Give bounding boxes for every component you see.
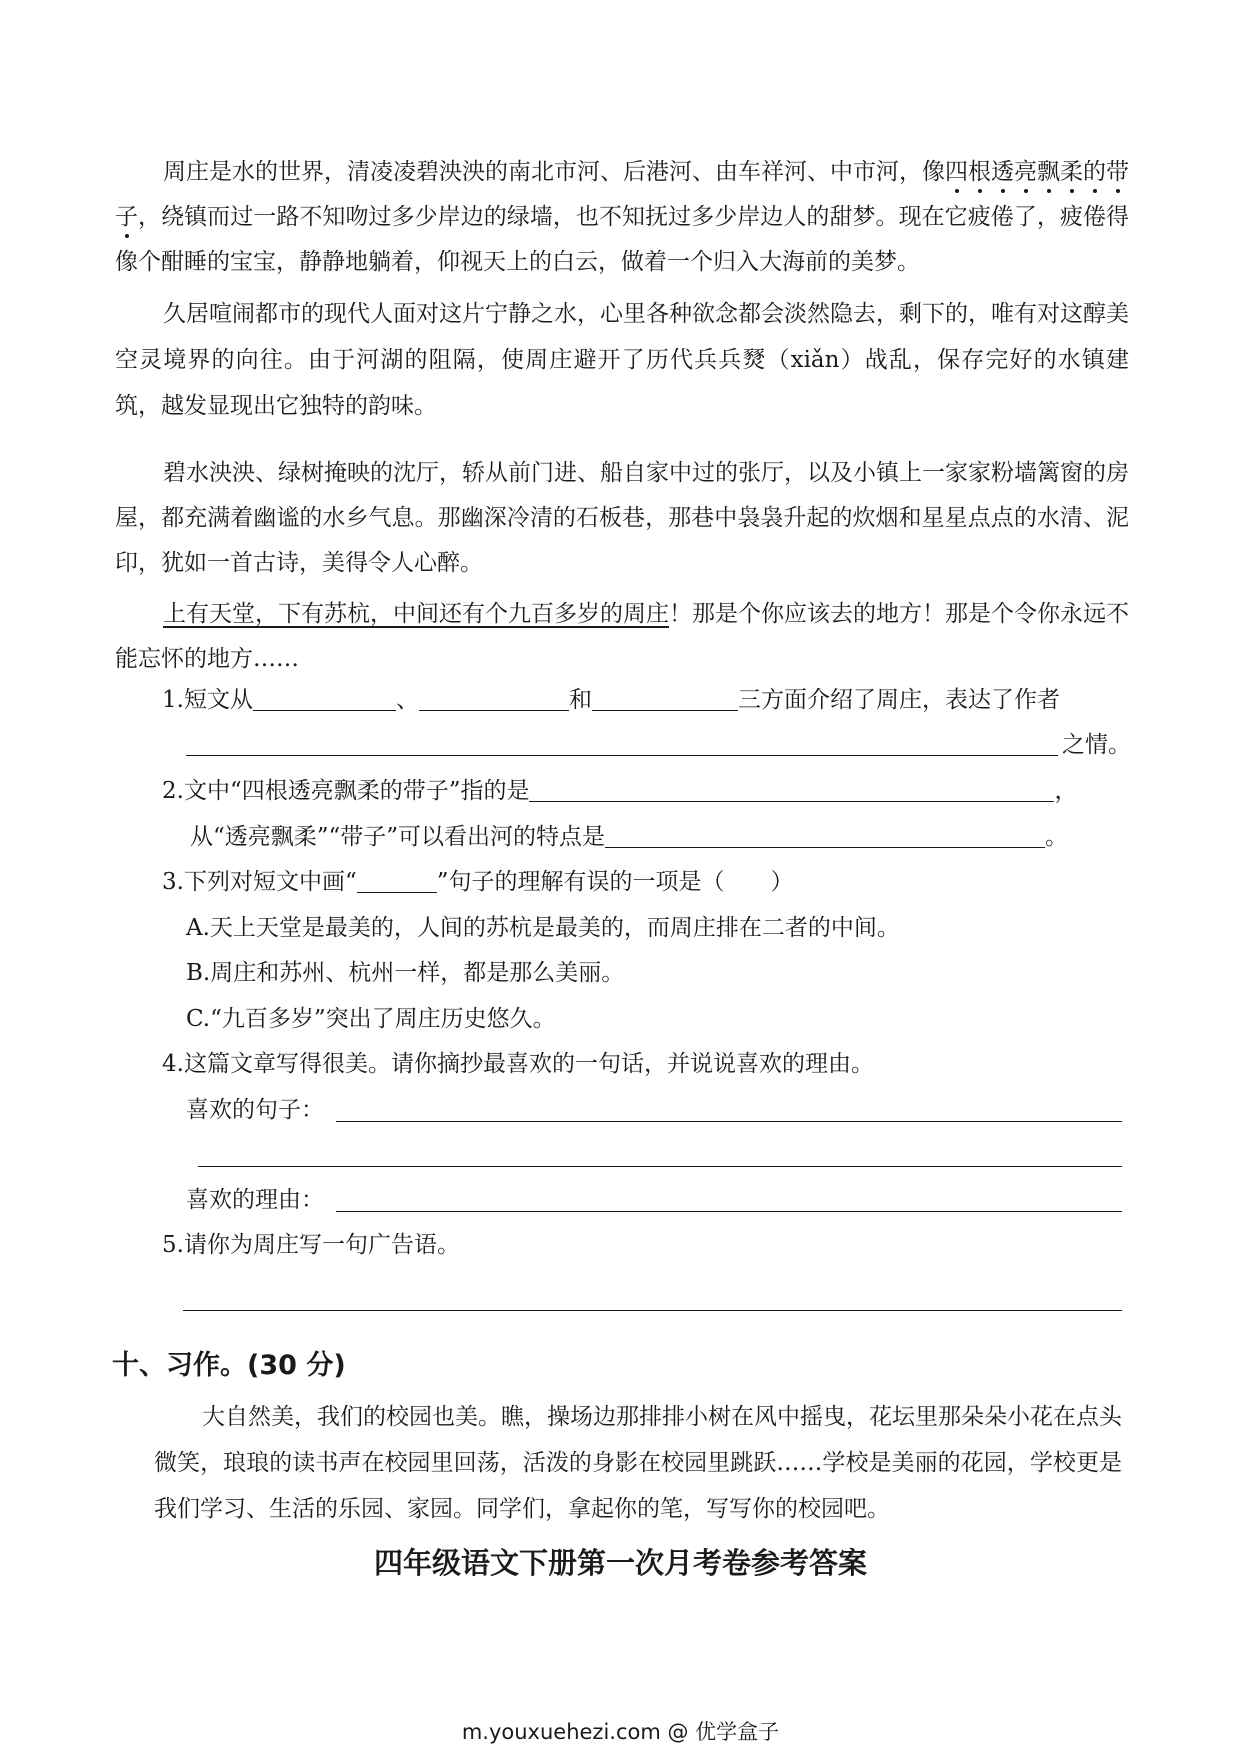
underlined-sentence: 上有天堂，下有苏杭，中间还有个九百多岁的周庄 xyxy=(163,601,669,627)
q2-stem: 2.文中“四根透亮飘柔的带子”指的是 xyxy=(162,778,530,804)
q2-blank-1[interactable] xyxy=(529,779,1054,802)
p1-text-b: ，绕镇而过一路不知吻过多少岸边的绿墙，也不知抚过多少岸边人的甜梦。现在它疲倦了，疲倦得像个酣睡的宝宝，静静地躺着，仰视天上的白云，做着一个归入大海前的美梦。 xyxy=(115,204,1130,275)
q1-answer-line[interactable] xyxy=(186,755,1058,756)
q3-underline-sample xyxy=(357,870,437,893)
question-5: 5.请你为周庄写一句广告语。 xyxy=(162,1232,460,1258)
section-10-title: 十、习作。(30 分) xyxy=(112,1350,346,1381)
question-4: 4.这篇文章写得很美。请你摘抄最喜欢的一句话，并说说喜欢的理由。 xyxy=(162,1051,874,1077)
question-3 xyxy=(162,867,793,897)
q4-reason-label: 喜欢的理由： xyxy=(186,1187,324,1213)
writing-prompt: 大自然美，我们的校园也美。瞧，操场边那排排小树在风中摇曳，花坛里那朵朵小花在点头微笑，琅琅的读书声在校园里回荡，活泼的身影在校园里跳跃……学校是美丽的花园，学校更是我们学习、生活的乐园、家园。同学们，拿起你的笔，写写你的校园吧。 xyxy=(154,1404,1122,1522)
answer-key-title: 四年级语文下册第一次月考卷参考答案 xyxy=(373,1546,867,1580)
q2-blank-2[interactable] xyxy=(605,825,1045,848)
q1-suffix: 三方面介绍了周庄，表达了作者 xyxy=(737,687,1060,713)
question-1 xyxy=(162,685,1060,715)
q4-sentence-label: 喜欢的句子： xyxy=(186,1097,324,1123)
dotted-char: 透 xyxy=(991,159,1014,185)
q1-end: 之情。 xyxy=(1062,732,1131,758)
dotted-char: 子 xyxy=(115,204,139,230)
dotted-char: 的 xyxy=(1083,159,1106,185)
passage-paragraph-3: 碧水泱泱、绿树掩映的沈厅，轿从前门进、船自家中过的张厅，以及小镇上一家家粉墙篱窗的房屋，都充满着幽谧的水乡气息。那幽深冷清的石板巷，那巷中袅袅升起的炊烟和星星点点的水清、泥印，犹如一首古诗，美得令人心醉。 xyxy=(115,460,1129,576)
footer-watermark: m.youxuehezi.com @ 优学盒子 xyxy=(461,1720,780,1744)
q1-sep-2: 和 xyxy=(568,687,592,713)
q4-reason-line[interactable] xyxy=(336,1211,1122,1212)
q5-answer-line[interactable] xyxy=(183,1310,1122,1311)
passage-paragraph-4 xyxy=(115,592,1129,682)
passage-paragraph-2: 久居喧闹都市的现代人面对这片宁静之水，心里各种欲念都会淡然隐去，剩下的，唯有对这醇美空灵境界的向往。由于河湖的阻隔，使周庄避开了历代兵兵燹（xiǎn）战乱，保存完好的水镇建筑，越发显现出它独特的韵味。 xyxy=(115,301,1129,419)
q2-sub-stem: 从“透亮飘柔”“带子”可以看出河的特点是 xyxy=(190,824,606,850)
q2-period: 。 xyxy=(1045,824,1069,850)
q4-sentence-line-1[interactable] xyxy=(336,1121,1122,1122)
q3-option-c[interactable]: C.“九百多岁”突出了周庄历史悠久。 xyxy=(186,1006,556,1032)
dotted-char: 亮 xyxy=(1014,159,1037,185)
q3-option-b[interactable]: B.周庄和苏州、杭州一样，都是那么美丽。 xyxy=(186,960,625,986)
q1-prefix: 1.短文从 xyxy=(162,687,253,713)
dotted-char: 柔 xyxy=(1060,159,1083,185)
passage-paragraph-1 xyxy=(115,150,1129,285)
q3-option-a[interactable]: A.天上天堂是最美的，人间的苏杭是最美的，而周庄排在二者的中间。 xyxy=(186,915,900,941)
q2-comma: ， xyxy=(1054,778,1078,804)
q1-blank-1[interactable] xyxy=(253,688,396,711)
q1-blank-3[interactable] xyxy=(592,688,738,711)
q1-sep-1: 、 xyxy=(395,687,419,713)
question-2-line-1 xyxy=(162,776,1077,806)
q3-stem-a: 3.下列对短文中画“ xyxy=(162,869,357,895)
dotted-char: 飘 xyxy=(1037,159,1060,185)
dotted-char: 四 xyxy=(945,159,968,185)
q3-stem-b: ”句子的理解有误的一项是（ ） xyxy=(436,869,794,895)
q4-sentence-line-2[interactable] xyxy=(198,1166,1122,1167)
dotted-char: 根 xyxy=(968,159,991,185)
q1-blank-2[interactable] xyxy=(419,688,569,711)
p1-text-a: 周庄是水的世界，清凌凌碧泱泱的南北市河、后港河、由车祥河、中市河，像 xyxy=(163,159,945,185)
question-2-line-2 xyxy=(190,822,1068,852)
p4-rest: ！那是个你应该去的地方！那是个令你永远不能忘怀的地方…… xyxy=(115,601,1129,672)
dotted-char: 带 xyxy=(1106,159,1129,185)
